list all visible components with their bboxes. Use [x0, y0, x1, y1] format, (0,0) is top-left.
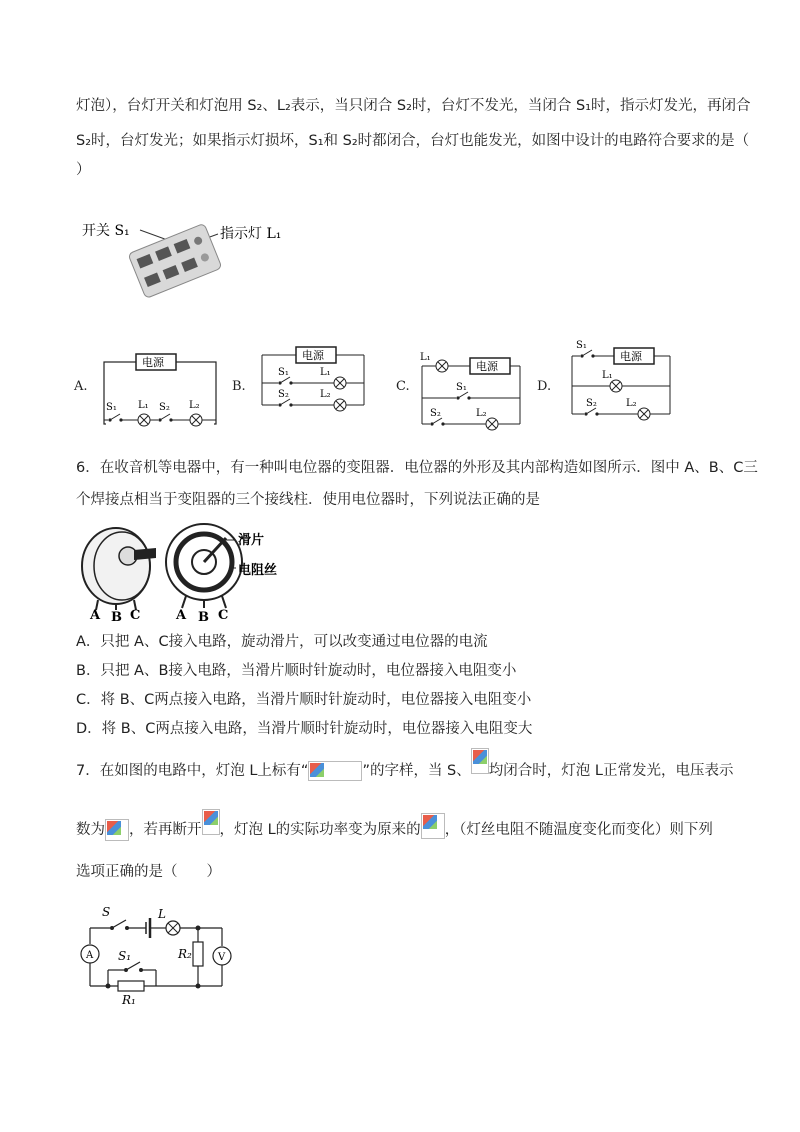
power-source-label: 电源	[302, 349, 324, 362]
q5-text-line2: S₂时，台灯发光；如果指示灯损坏，S₁和 S₂时都闭合，台灯也能发光，如图中设计的电路符合要求的是（	[76, 133, 750, 149]
q7-line2-part3: ，灯泡 L的实际功率变为原来的	[219, 822, 421, 838]
image-placeholder-icon	[308, 761, 362, 781]
label-r2: R₂	[178, 947, 192, 961]
power-source-label: 电源	[476, 360, 498, 373]
q5-option-c-circuit	[416, 346, 526, 436]
q5-option-d-circuit	[566, 338, 676, 428]
ammeter-label: A	[86, 950, 94, 961]
option-a-label: A.	[74, 379, 88, 394]
slider-label: 滑片	[238, 533, 265, 548]
switch-label: 开关 S₁	[82, 223, 130, 239]
q7-line2-part4: ，（灯丝电阻不随温度变化而变化）则下列	[444, 822, 713, 838]
power-source-label: 电源	[620, 350, 642, 363]
q7-line1-part2: ”的字样，当 S、	[362, 763, 471, 779]
q6-choice-c: C．将 B、C两点接入电路，当滑片顺时针旋动时，电位器接入电阻变小	[76, 692, 532, 708]
terminal-a-label: A	[176, 608, 187, 622]
image-placeholder-icon	[421, 813, 445, 839]
image-placeholder-icon	[471, 748, 489, 774]
label-l2: L₂	[320, 389, 331, 400]
option-b-label: B.	[232, 379, 246, 394]
label-s1: S₁	[278, 367, 289, 378]
q7-circuit-figure	[74, 904, 244, 1008]
q7-text-line1	[76, 758, 733, 784]
q7-text-line2	[76, 817, 713, 843]
label-l: L	[158, 907, 166, 921]
q5-text-line3: ）	[76, 162, 91, 178]
q7-text-line3: 选项正确的是（ ）	[76, 864, 221, 880]
image-placeholder-icon	[105, 819, 129, 841]
terminal-c-label: C	[130, 608, 141, 622]
image-placeholder-icon	[202, 809, 220, 835]
label-s2: S₂	[278, 389, 289, 400]
label-l2: L₂	[476, 408, 487, 419]
indicator-lamp-label: 指示灯 L₁	[220, 226, 282, 242]
label-r1: R₁	[122, 993, 136, 1007]
terminal-b-label: B	[111, 610, 122, 622]
terminal-a-label: A	[90, 608, 101, 622]
q7-line2-part1: 数为	[76, 822, 105, 838]
label-l1: L₁	[420, 352, 431, 363]
terminal-b-label: B	[198, 610, 209, 622]
q6-choice-d: D．将 B、C两点接入电路，当滑片顺时针旋动时，电位器接入电阻变大	[76, 721, 533, 737]
label-l2: L₂	[626, 398, 637, 409]
resistance-wire-label: 电阻丝	[238, 563, 278, 578]
option-d-label: D.	[537, 379, 552, 394]
q7-line2-part2: ，若再断开	[129, 822, 202, 838]
terminal-c-label: C	[218, 608, 229, 622]
voltmeter-label: V	[218, 952, 226, 963]
option-c-label: C.	[396, 379, 410, 394]
q6-choice-b: B．只把 A、B接入电路，当滑片顺时针旋动时，电位器接入电阻变小	[76, 663, 517, 679]
q5-power-strip-figure	[80, 212, 310, 312]
label-l1: L₁	[602, 370, 613, 381]
label-s1: S₁	[106, 402, 117, 413]
label-s1: S₁	[118, 949, 132, 963]
q6-text-line1: 6．在收音机等电器中，有一种叫电位器的变阻器．电位器的外形及其内部构造如图所示．图中 A、B、C三	[76, 460, 758, 476]
q6-potentiometer-figure	[76, 518, 286, 622]
q7-line1-part3: 均闭合时，灯泡 L正常发光，电压表示	[488, 763, 734, 779]
q7-line1-part1: 7．在如图的电路中，灯泡 L上标有“	[76, 763, 309, 779]
label-s1: S₁	[576, 340, 587, 351]
label-s1: S₁	[456, 382, 467, 393]
q6-text-line2: 个焊接点相当于变阻器的三个接线柱．使用电位器时，下列说法正确的是	[76, 492, 540, 508]
label-s2: S₂	[430, 408, 441, 419]
label-s2: S₂	[159, 402, 170, 413]
q5-option-a-circuit	[96, 350, 226, 435]
q5-text-line1: 灯泡），台灯开关和灯泡用 S₂、L₂表示，当只闭合 S₂时，台灯不发光，当闭合 S₁时，指示灯发光，再闭合	[76, 98, 751, 114]
label-l2: L₂	[189, 400, 200, 411]
q5-option-b-circuit	[254, 343, 372, 428]
q6-choice-a: A．只把 A、C接入电路，旋动滑片，可以改变通过电位器的电流	[76, 634, 488, 650]
label-s: S	[102, 905, 111, 919]
power-source-label: 电源	[142, 356, 164, 369]
label-l1: L₁	[138, 400, 149, 411]
label-l1: L₁	[320, 367, 331, 378]
label-s2: S₂	[586, 398, 597, 409]
